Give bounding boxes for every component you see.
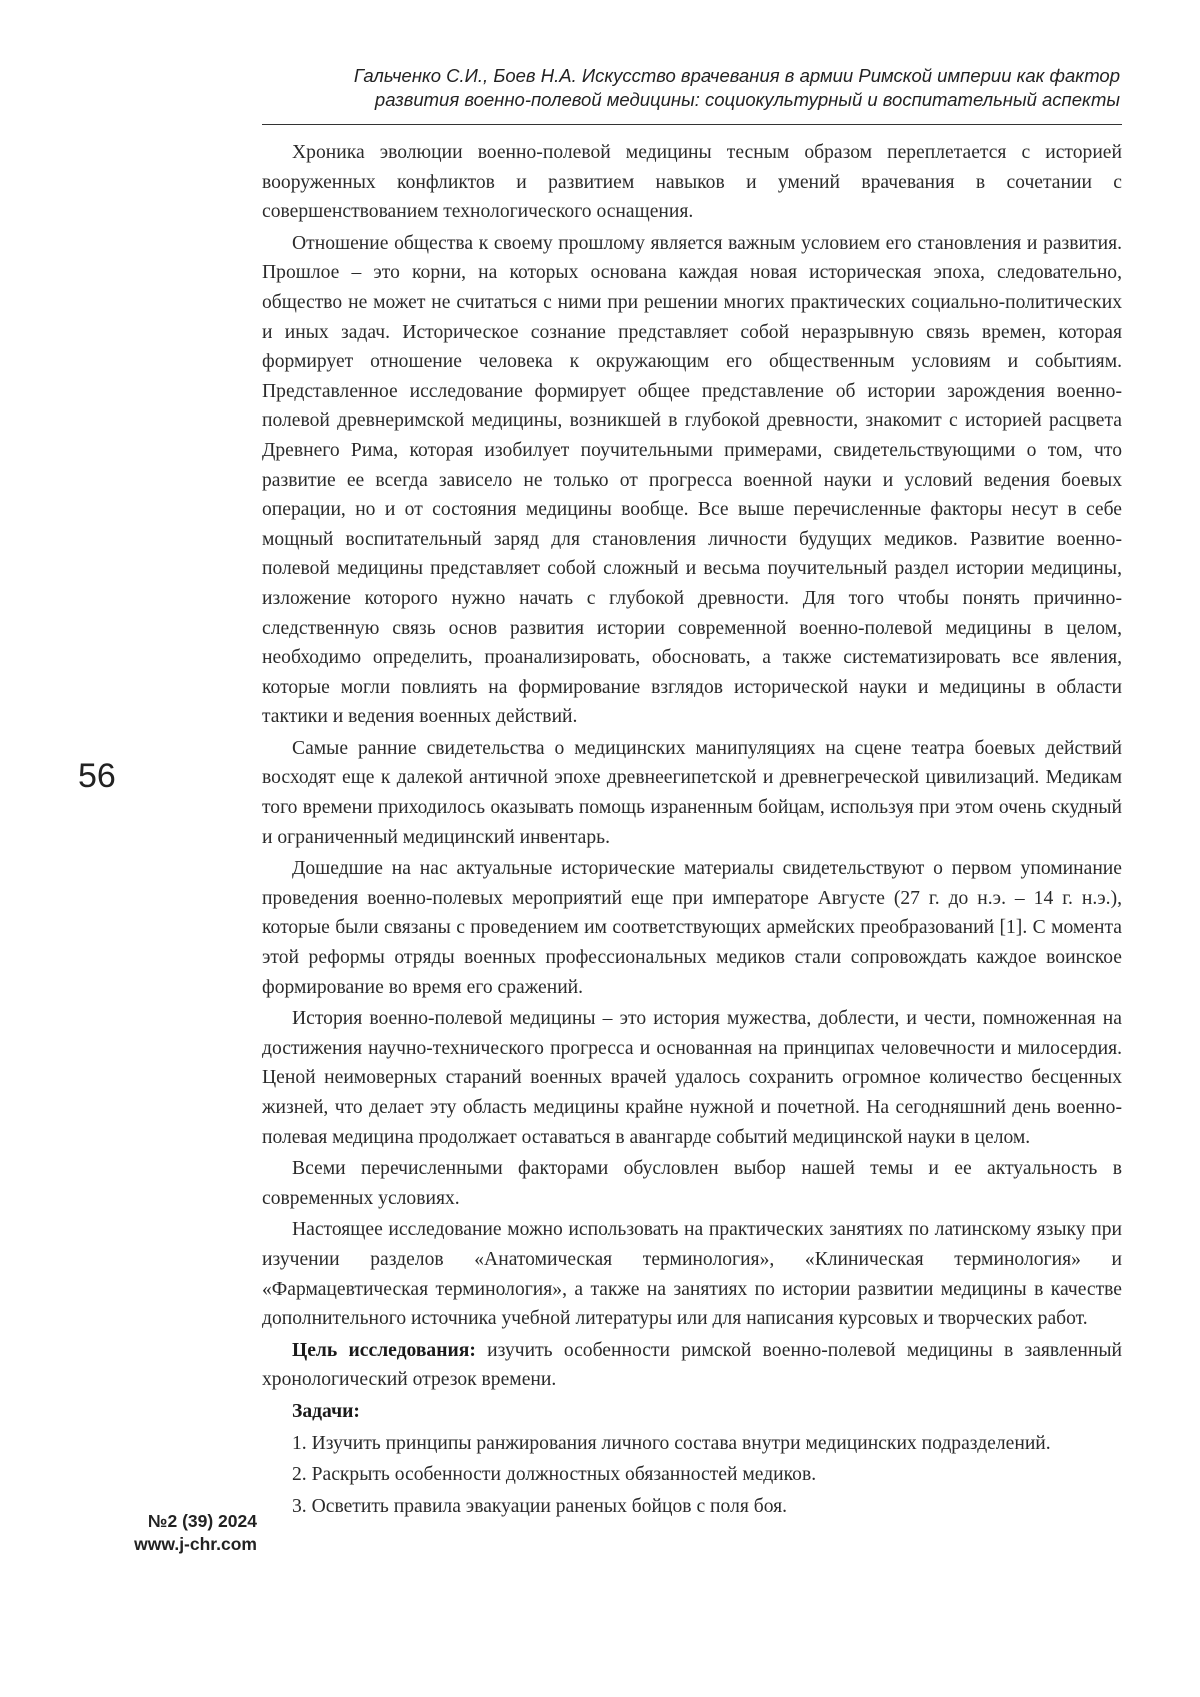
research-goal-label: Цель исследования: — [292, 1339, 476, 1361]
journal-website: www.j-chr.com — [134, 1534, 257, 1554]
journal-info — [52, 1510, 257, 1556]
task-item-1: 1. Изучить принципы ранжирования личного состава внутри медицинских подразделений. — [292, 1432, 1051, 1454]
paragraph-4: Дошедшие на нас актуальные исторические материалы свидетельствуют о первом упоминание проведения военно-полевых мероприятий еще при императоре Августе (27 г. до н.э. – 14 г. н.э.), которые были связаны с проведением им соответствующих армейских преобразований [1]. С момента этой реформы отряды военных профессиональных медиков стали сопровождать каждое воинское формирование во время его сражений. — [262, 858, 1122, 998]
task-list — [262, 1429, 1122, 1522]
paragraph-7: Настоящее исследование можно использовать на практических занятиях по латинскому языку при изучении разделов «Анатомическая терминология», «Клиническая терминология» и «Фармацевтическая терминология», а также на занятиях по истории развитии медицины в качестве дополнительного источника учебной литературы или для написания курсовых и творческих работ. — [262, 1219, 1122, 1330]
running-header-line-2: развития военно-полевой медицины: социокультурный и воспитательный аспекты — [374, 89, 1120, 110]
paragraph-1: Хроника эволюции военно-полевой медицины тесным образом переплетается с историей вооруженных конфликтов и развитием навыков и умений врачевания в сочетании с совершенствованием технологического оснащения. — [262, 142, 1122, 223]
research-goal-text: изучить особенности римской военно-полевой медицины в заявленный хронологический отрезок времени. — [262, 1339, 1123, 1391]
header-divider — [262, 124, 1122, 125]
task-item-3: 3. Осветить правила эвакуации раненых бойцов с поля боя. — [292, 1495, 788, 1517]
tasks-heading: Задачи: — [292, 1400, 360, 1422]
page-number: 56 — [78, 757, 116, 795]
paragraph-6: Всеми перечисленными факторами обусловлен выбор нашей темы и ее актуальность в современных условиях. — [262, 1158, 1122, 1209]
running-header-line-1: Гальченко С.И., Боев Н.А. Искусство врачевания в армии Римской империи как фактор — [353, 65, 1120, 86]
paragraph-3: Самые ранние свидетельства о медицинских манипуляциях на сцене театра боевых действий восходят еще к далекой античной эпохе древнеегипетской и древнегреческой цивилизаций. Медикам того времени приходилось оказывать помощь израненным бойцам, используя при этом очень скудный и ограниченный медицинский инвентарь. — [262, 737, 1122, 848]
article-body — [262, 138, 1122, 1521]
paragraph-2: Отношение общества к своему прошлому является важным условием его становления и развития. Прошлое – это корни, на которых основана каждая новая историческая эпоха, следовательно, общество не может не считаться с ними при решении многих практических социально-политических и иных задач. Историческое сознание представляет собой неразрывную связь времен, которая формирует отношение человека к окружающим его общественным условиям и событиям. Представленное исследование формирует общее представление об истории зарождения военно-полевой древнеримской медицины, возникшей в глубокой древности, знакомит с историей расцвета Древнего Рима, которая изобилует поучительными примерами, свидетельствующими о том, что развитие ее всегда зависело не только от прогресса военной науки и условий ведения боевых операции, но и от состояния медицины вообще. Все выше перечисленные факторы несут в себе мощный воспитательный заряд для становления личности будущих медиков. Развитие военно-полевой медицины представляет собой сложный и весьма поучительный раздел истории медицины, изложение которого нужно начать с глубокой древности. Для того чтобы понять причинно-следственную связь основ развития истории современной военно-полевой медицины в целом, необходимо определить, проанализировать, обосновать, а также систематизировать все явления, которые могли повлиять на формирование взглядов исторической науки и медицины в области тактики и ведения военных действий. — [262, 232, 1122, 728]
research-goal-paragraph — [262, 1336, 1122, 1395]
task-item-2: 2. Раскрыть особенности должностных обязанностей медиков. — [292, 1464, 817, 1486]
running-header — [255, 64, 1120, 112]
paragraph-5: История военно-полевой медицины – это история мужества, доблести, и чести, помноженная на достижения научно-технического прогресса и основанная на принципах человечности и милосердия. Ценой неимоверных стараний военных врачей удалось сохранить огромное количество бесценных жизней, что делает эту область медицины крайне нужной и почетной. На сегодняшний день военно-полевая медицина продолжает оставаться в авангарде событий медицинской науки в целом. — [262, 1008, 1122, 1148]
journal-issue: №2 (39) 2024 — [147, 1511, 257, 1531]
